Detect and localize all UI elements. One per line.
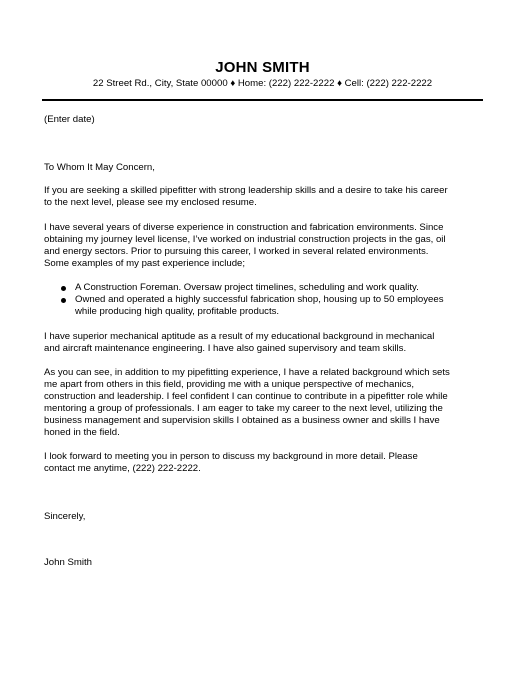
paragraph-line: business management and supervision skills I obtained as a business owner and skills I have: [44, 415, 440, 426]
header-divider: [42, 99, 483, 101]
paragraph-line: construction and leadership. I feel confident I can continue to contribute in a pipefitter role while: [44, 391, 448, 402]
salutation-text: To Whom It May Concern,: [44, 162, 155, 173]
paragraph-line: honed in the field.: [44, 427, 120, 438]
paragraph-line: As you can see, in addition to my pipefitting experience, I have a related background which sets: [44, 367, 450, 378]
bullet-icon: [61, 298, 66, 303]
list-item: [61, 282, 444, 294]
experience-list: [61, 282, 444, 318]
closing-text: Sincerely,: [44, 511, 86, 522]
signature-name: John Smith: [44, 557, 92, 568]
paragraph-line: mentoring a group of professionals. I am eager to take my career to the next level, utilizing the: [44, 403, 443, 414]
paragraph-line: Some examples of my past experience include;: [44, 258, 246, 269]
paragraph-line: to the next level, please see my enclosed resume.: [44, 197, 257, 208]
paragraph-line: contact me anytime, (222) 222-2222.: [44, 463, 201, 474]
paragraph-line: and aircraft maintenance engineering. I have also gained supervisory and team skills.: [44, 343, 407, 354]
date-text: (Enter date): [44, 114, 95, 125]
closing: [44, 511, 484, 523]
paragraph-line: me apart from others in this field, providing me with a unique perspective of mechanics,: [44, 379, 415, 390]
paragraph-line: I have several years of diverse experience in construction and fabrication environments. Since: [44, 222, 444, 233]
salutation: [44, 162, 484, 174]
signature: [44, 557, 484, 569]
letter-date: [44, 114, 484, 126]
paragraph-line: I have superior mechanical aptitude as a result of my educational background in mechanical: [44, 331, 435, 342]
bullet-icon: [61, 286, 66, 291]
applicant-name: JOHN SMITH: [215, 59, 310, 76]
paragraph-2: [44, 222, 484, 270]
paragraph-4: [44, 367, 484, 439]
list-item-text: while producing high quality, profitable products.: [75, 306, 280, 317]
paragraph-line: If you are seeking a skilled pipefitter with strong leadership skills and a desire to take his career: [44, 185, 448, 196]
list-item: [61, 294, 444, 306]
paragraph-line: obtaining my journey level license, I’ve worked on industrial construction projects in the gas, oil: [44, 234, 446, 245]
contact-line: 22 Street Rd., City, State 00000 ♦ Home: (222) 222-2222 ♦ Cell: (222) 222-2222: [92, 78, 433, 89]
paragraph-1: [44, 185, 484, 209]
list-item-text: A Construction Foreman. Oversaw project timelines, scheduling and work quality.: [75, 282, 419, 293]
list-item-text: Owned and operated a highly successful fabrication shop, housing up to 50 employees: [75, 294, 444, 305]
paragraph-line: and energy sectors. Prior to pursuing this career, I worked in several related environments.: [44, 246, 429, 257]
paragraph-3: [44, 331, 484, 355]
paragraph-line: I look forward to meeting you in person to discuss my background in more detail. Please: [44, 451, 418, 462]
paragraph-5: [44, 451, 484, 475]
